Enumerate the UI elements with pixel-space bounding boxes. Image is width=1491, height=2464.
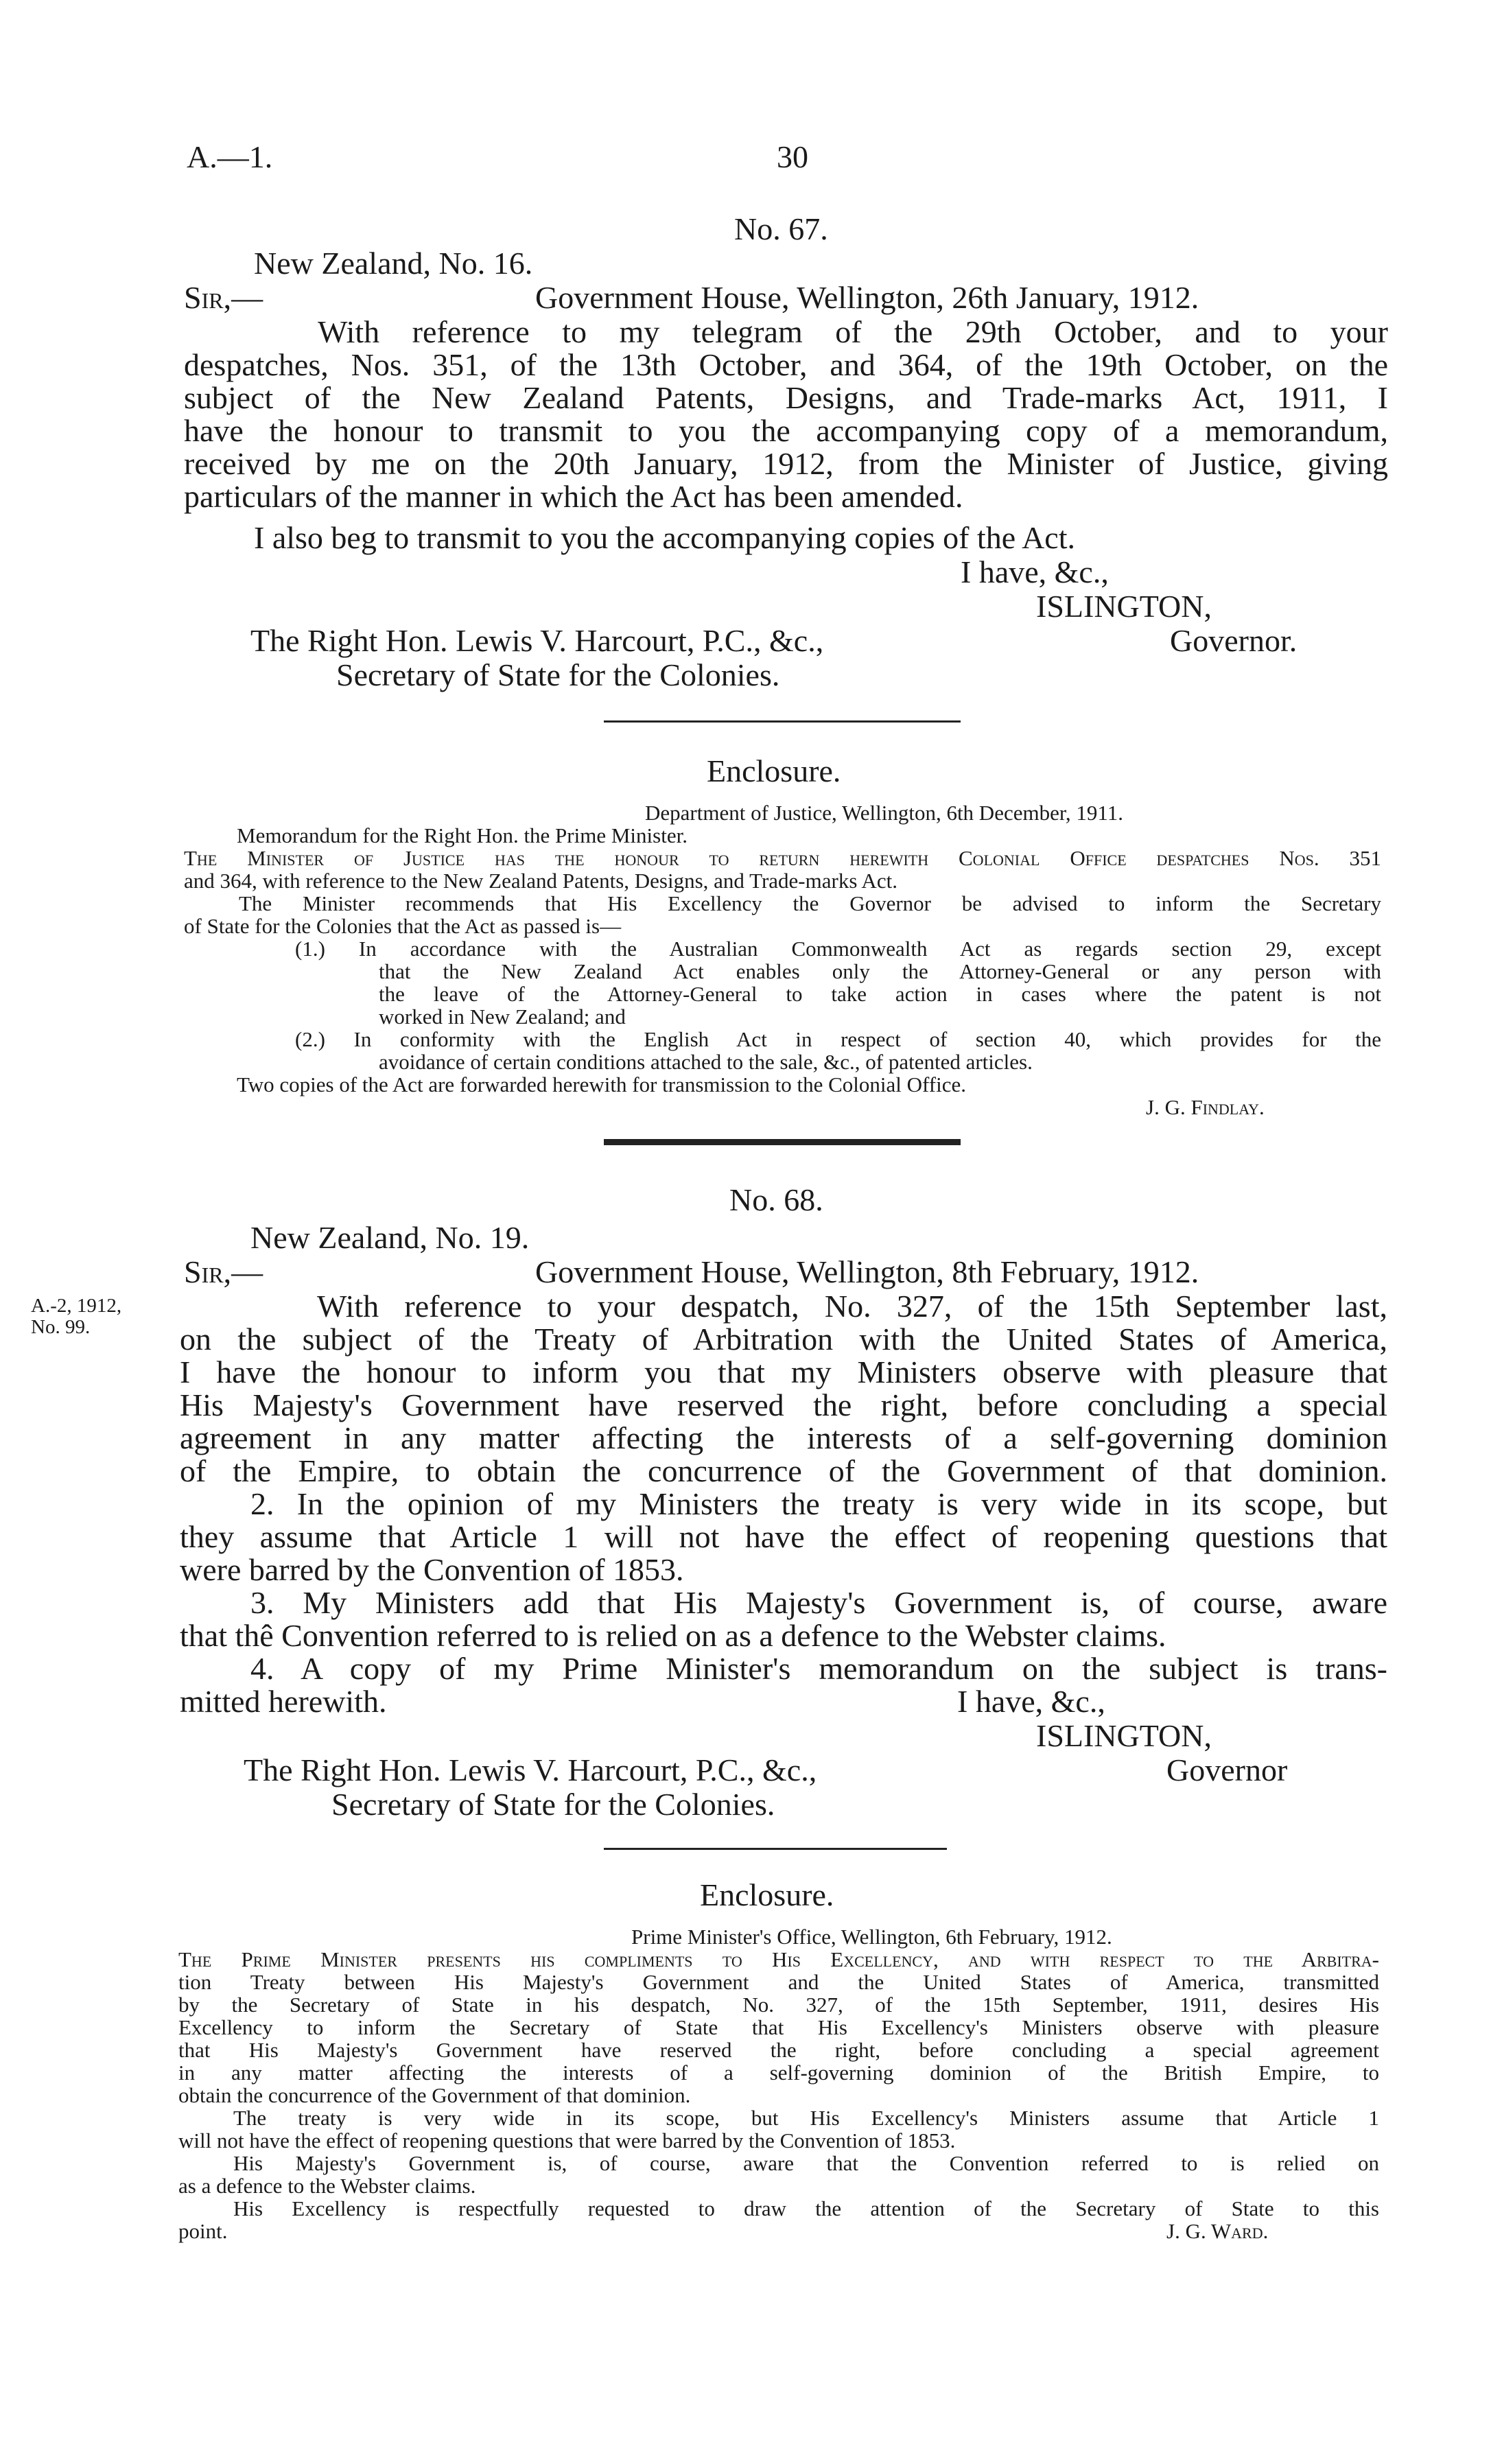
despatch-68-place-date: Government House, Wellington, 8th February, 1912. — [535, 1254, 1199, 1289]
enclosure-2-paragraph-2 — [178, 2107, 1379, 2152]
enclosure-1-item-2 — [295, 1028, 1381, 1073]
paragraph-line: His Majesty's Government have reserved the right, before concluding a special — [180, 1387, 1387, 1422]
enclosure-2-heading: Enclosure. — [700, 1877, 834, 1912]
paragraph-line: that thê Convention referred to is relied on as a defence to the Webster claims. — [180, 1618, 1166, 1653]
paragraph-line: particulars of the manner in which the Act has been amended. — [184, 479, 963, 514]
despatch-67-closing: I have, &c., — [961, 554, 1109, 589]
despatch-67-addressee: The Right Hon. Lewis V. Harcourt, P.C., &c., — [250, 623, 824, 658]
paragraph-line: were barred by the Convention of 1853. — [180, 1552, 684, 1587]
enclosure-2-signature: J. G. Ward. — [1166, 2219, 1269, 2243]
despatch-67-signatory: ISLINGTON, — [1036, 589, 1212, 624]
paragraph-line: The Prime Minister presents his compliments to His Excellency, and with respect to the Arbitra- — [178, 1947, 1379, 1971]
enclosure-1-signature: J. G. Findlay. — [1146, 1095, 1265, 1119]
paragraph-line: that His Majesty's Government have reserved the right, before concluding a special agreement — [178, 2038, 1379, 2062]
paragraph-line: obtain the concurrence of the Government of that dominion. — [178, 2083, 691, 2107]
enclosure-1-heading: Enclosure. — [707, 753, 841, 788]
paragraph-line: I have the honour to inform you that my Ministers observe with pleasure that — [180, 1354, 1387, 1389]
paragraph-line: (1.) In accordance with the Australian Commonwealth Act as regards section 29, except — [295, 937, 1381, 961]
paragraph-line: worked in New Zealand; and — [379, 1005, 626, 1029]
enclosure-1-paragraph-3: Two copies of the Act are forwarded herewith for transmission to the Colonial Office. — [237, 1072, 967, 1096]
enclosure-1-paragraph-1 — [184, 847, 1381, 892]
despatch-67-paragraph-2: I also beg to transmit to you the accompanying copies of the Act. — [254, 520, 1075, 555]
paragraph-line: will not have the effect of reopening questions that were barred by the Convention of 1853. — [178, 2128, 956, 2152]
paragraph-line: 2. In the opinion of my Ministers the treaty is very wide in its scope, but — [250, 1486, 1387, 1521]
paragraph-line: and 364, with reference to the New Zealand Patents, Designs, and Trade-marks Act. — [184, 869, 897, 893]
paragraph-line: 4. A copy of my Prime Minister's memorandum on the subject is trans- — [250, 1651, 1387, 1686]
paragraph-line: agreement in any matter affecting the interests of a self-governing dominion — [180, 1420, 1387, 1455]
paragraph-line: 3. My Ministers add that His Majesty's Government is, of course, aware — [250, 1585, 1387, 1620]
despatch-67-reference: New Zealand, No. 16. — [254, 246, 533, 281]
despatch-68-margin-note — [31, 1295, 121, 1338]
page-number: 30 — [777, 139, 808, 174]
enclosure-1-dateline: Department of Justice, Wellington, 6th December, 1911. — [645, 801, 1124, 825]
despatch-68-addressee: The Right Hon. Lewis V. Harcourt, P.C., &c., — [244, 1752, 817, 1787]
enclosure-1-memo-to: Memorandum for the Right Hon. the Prime Minister. — [237, 823, 688, 847]
despatch-68-salutation: Sir,— — [184, 1254, 263, 1289]
paragraph-line: The Minister of Justice has the honour to return herewith Colonial Office despatches Nos. 351 — [184, 846, 1381, 870]
paragraph-line: of the Empire, to obtain the concurrence of the Government of that dominion. — [180, 1453, 1387, 1488]
paragraph-line: avoidance of certain conditions attached to the sale, &c., of patented articles. — [379, 1050, 1033, 1074]
section-divider-heavy — [604, 1139, 961, 1145]
section-divider — [604, 1848, 947, 1850]
despatch-68-closing: I have, &c., — [957, 1684, 1105, 1719]
paragraph-line: in any matter affecting the interests of a self-governing dominion of the British Empire, to — [178, 2061, 1379, 2085]
paragraph-line: of State for the Colonies that the Act as passed is— — [184, 914, 622, 938]
paragraph-line: point. — [178, 2219, 228, 2243]
paragraph-line: mitted herewith. — [180, 1684, 387, 1719]
enclosure-2-paragraph-1 — [178, 1948, 1379, 2107]
despatch-68-addressee-office: Secretary of State for the Colonies. — [331, 1787, 775, 1822]
despatch-67-place-date: Government House, Wellington, 26th January, 1912. — [535, 280, 1199, 315]
paragraph-line: by the Secretary of State in his despatch, No. 327, of the 15th September, 1911, desires His — [178, 1993, 1379, 2017]
enclosure-2-paragraph-3 — [178, 2152, 1379, 2197]
paragraph-line: they assume that Article 1 will not have the effect of reopening questions that — [180, 1519, 1387, 1554]
paragraph-line: subject of the New Zealand Patents, Designs, and Trade-marks Act, 1911, I — [184, 380, 1388, 415]
enclosure-2-dateline: Prime Minister's Office, Wellington, 6th February, 1912. — [631, 1925, 1112, 1949]
despatch-68-paragraph-3 — [180, 1586, 1387, 1652]
paragraph-line: His Majesty's Government is, of course, aware that the Convention referred to is relied on — [233, 2151, 1379, 2175]
paragraph-line: as a defence to the Webster claims. — [178, 2174, 476, 2198]
despatch-67-salutation: Sir,— — [184, 280, 263, 315]
paragraph-line: The Minister recommends that His Excellency the Governor be advised to inform the Secretary — [239, 891, 1381, 915]
paragraph-line: (2.) In conformity with the English Act in respect of section 40, which provides for the — [295, 1027, 1381, 1051]
paragraph-line: With reference to your despatch, No. 327, of the 15th September last, — [317, 1289, 1387, 1324]
despatch-67-addressee-office: Secretary of State for the Colonies. — [336, 657, 780, 692]
paragraph-line: despatches, Nos. 351, of the 13th October, and 364, of the 19th October, on the — [184, 347, 1388, 382]
paragraph-line: His Excellency is respectfully requested to draw the attention of the Secretary of State to this — [233, 2196, 1379, 2220]
despatch-67-number: No. 67. — [734, 211, 828, 246]
paragraph-line: Excellency to inform the Secretary of State that His Excellency's Ministers observe with pleasure — [178, 2015, 1379, 2039]
despatch-68-signatory: ISLINGTON, — [1036, 1718, 1212, 1753]
paragraph-line: The treaty is very wide in its scope, but His Excellency's Ministers assume that Article 1 — [233, 2106, 1379, 2130]
despatch-67-signatory-title: Governor. — [1170, 623, 1298, 658]
page-header-left: A.—1. — [187, 139, 273, 174]
enclosure-1-item-1 — [295, 937, 1381, 1028]
enclosure-1-paragraph-2 — [184, 892, 1381, 937]
paragraph-line: the leave of the Attorney-General to take action in cases where the patent is not — [379, 982, 1381, 1006]
paragraph-line: that the New Zealand Act enables only the Attorney-General or any person with — [379, 959, 1381, 983]
paragraph-line: have the honour to transmit to you the accompanying copy of a memorandum, — [184, 413, 1388, 448]
despatch-68-paragraph-2 — [180, 1488, 1387, 1586]
paragraph-line: on the subject of the Treaty of Arbitration with the United States of America, — [180, 1322, 1387, 1357]
margin-note-line: No. 99. — [31, 1316, 91, 1338]
section-divider — [604, 720, 961, 723]
paragraph-line: With reference to my telegram of the 29th October, and to your — [318, 314, 1388, 349]
despatch-68-signatory-title: Governor — [1166, 1752, 1288, 1787]
despatch-67-paragraph-1 — [184, 316, 1388, 513]
despatch-68-reference: New Zealand, No. 19. — [250, 1220, 530, 1255]
paragraph-line: received by me on the 20th January, 1912, from the Minister of Justice, giving — [184, 446, 1388, 481]
paragraph-line: tion Treaty between His Majesty's Government and the United States of America, transmitted — [178, 1970, 1379, 1994]
despatch-68-paragraph-1 — [180, 1290, 1387, 1488]
margin-note-line: A.-2, 1912, — [31, 1295, 122, 1317]
despatch-68-paragraph-4 — [180, 1652, 1387, 1718]
despatch-68-number: No. 68. — [729, 1182, 823, 1217]
